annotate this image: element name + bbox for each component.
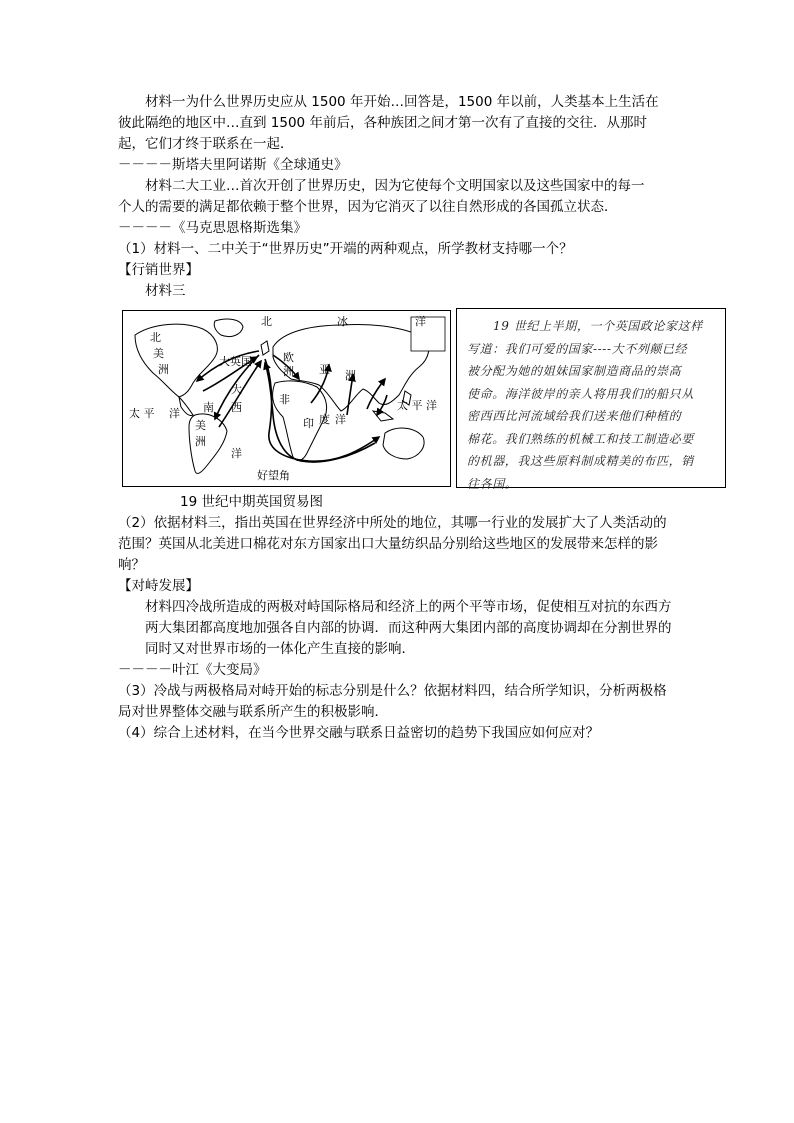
map-label-britain: 大英国 — [219, 355, 252, 368]
quote-line: 的机器，我这些原料制成精美的布匹，销 — [467, 454, 694, 468]
map-label-pacific-left: 太 平 — [129, 407, 155, 420]
map-label-india3: 洋 — [335, 413, 346, 426]
section-heading-confront: 【对峙发展】 — [118, 578, 199, 594]
question-4: （4）综合上述材料，在当今世界交融与联系日益密切的趋势下我国应如何应对？ — [118, 725, 600, 741]
material1-line1: 材料一为什么世界历史应从 1500 年开始…回答是，1500 年以前，人类基本上生活在 — [145, 94, 659, 110]
map-label-cape: 好望角 — [257, 469, 290, 482]
world-map-svg — [123, 311, 450, 486]
figure-row — [118, 310, 703, 492]
map-label-india2: 度 — [319, 413, 330, 426]
map-label-sa3: 洲 — [195, 435, 206, 448]
map-label-europe: 欧 — [283, 351, 294, 364]
map-label-atlantic2: 西 — [231, 401, 242, 414]
map-label-na1: 北 — [150, 331, 161, 344]
section-heading-trade: 【行销世界】 — [118, 262, 199, 278]
map-label-europe2: 洲 — [283, 365, 294, 378]
north-america-shape — [135, 324, 217, 397]
material2-line1: 材料二大工业…首次开创了世界历史，因为它使每个文明国家以及这些国家中的每一 — [145, 178, 645, 194]
trade-map — [122, 310, 451, 487]
map-label-pacific-right: 太 平 洋 — [397, 399, 437, 412]
greenland-shape — [214, 319, 243, 337]
map-label-asia: 亚 — [319, 363, 330, 376]
map-label-africa: 非 — [279, 393, 290, 406]
material4-text: 材料四冷战所造成的两极对峙国际格局和经济上的两个平等市场，促使相互对抗的东西方两大集团都高度地加强各自内部的协调．而这种两大集团内部的高度协调却在分割世界的同时又对世界市场的一体化产生直接的影响． — [145, 599, 672, 657]
material1-line2: 彼此隔绝的地区中…直到 1500 年前后，各种族团之间才第一次有了直接的交往．从那时 — [118, 115, 647, 131]
material3-label: 材料三 — [145, 283, 186, 299]
australia-shape — [383, 428, 424, 459]
map-label-sa1: 南 — [203, 401, 214, 414]
quote-line: 被分配为她的姐妹国家制造商品的崇高 — [467, 364, 682, 378]
map-label-india1: 印 — [303, 417, 314, 430]
quote-line: 往各国。 — [467, 476, 518, 491]
quote-line: 写道：我们可爱的国家----大不列颠已经 — [467, 341, 688, 356]
quote-line: 19 世纪上半期，一个英国政论家这样 — [493, 319, 703, 333]
map-label-north: 北 — [261, 315, 272, 328]
map-label-atlantic3: 洋 — [231, 447, 242, 460]
quote-line: 棉花。我们熟练的机械工和技工制造必要 — [467, 431, 694, 446]
map-label-sa2: 美 — [195, 419, 206, 432]
material4-source: －－－－叶江《大变局》 — [118, 662, 267, 678]
material1-line3: 起，它们才终于联系在一起． — [118, 136, 294, 152]
material1-source: －－－－斯塔夫里阿诺斯《全球通史》 — [118, 157, 348, 173]
question-2: （2）依据材料三，指出英国在世界经济中所处的地位，其哪一行业的发展扩大了人类活动的范围？英国从北美进口棉花对东方国家出口大量纺织品分别给这些地区的发展带来怎样的影响？ — [118, 515, 667, 573]
map-caption: 19 世纪中期英国贸易图 — [180, 494, 323, 510]
quote-box — [456, 308, 726, 491]
central-america-shape — [179, 397, 193, 416]
map-label-ocean: 洋 — [415, 315, 426, 328]
map-label-asia2: 洲 — [345, 369, 356, 382]
map-label-ice: 冰 — [337, 315, 348, 328]
map-label-pacific-left2: 洋 — [169, 407, 180, 420]
map-label-na2: 美 — [153, 347, 164, 360]
map-label-na3: 洲 — [158, 363, 169, 376]
document-page — [118, 92, 703, 744]
quote-line: 使命。海洋彼岸的亲人将用我们的船只从 — [467, 386, 694, 401]
britain-shape — [261, 341, 269, 355]
quote-line: 密西西比河流域给我们送来他们种植的 — [467, 409, 682, 423]
material2-line2: 个人的需要的满足都依赖于整个世界，因为它消灭了以往自然形成的各国孤立状态． — [118, 199, 618, 215]
question-1: （1）材料一、二中关于“世界历史”开端的两种观点，所学教材支持哪一个？ — [118, 241, 573, 257]
quote-text — [467, 315, 717, 495]
material2-source: －－－－《马克思恩格斯选集》 — [118, 220, 307, 236]
map-label-atlantic1: 大 — [231, 383, 242, 396]
question-3: （3）冷战与两极格局对峙开始的标志分别是什么？依据材料四，结合所学知识，分析两极格局对世界整体交融与联系所产生的积极影响． — [118, 683, 667, 720]
